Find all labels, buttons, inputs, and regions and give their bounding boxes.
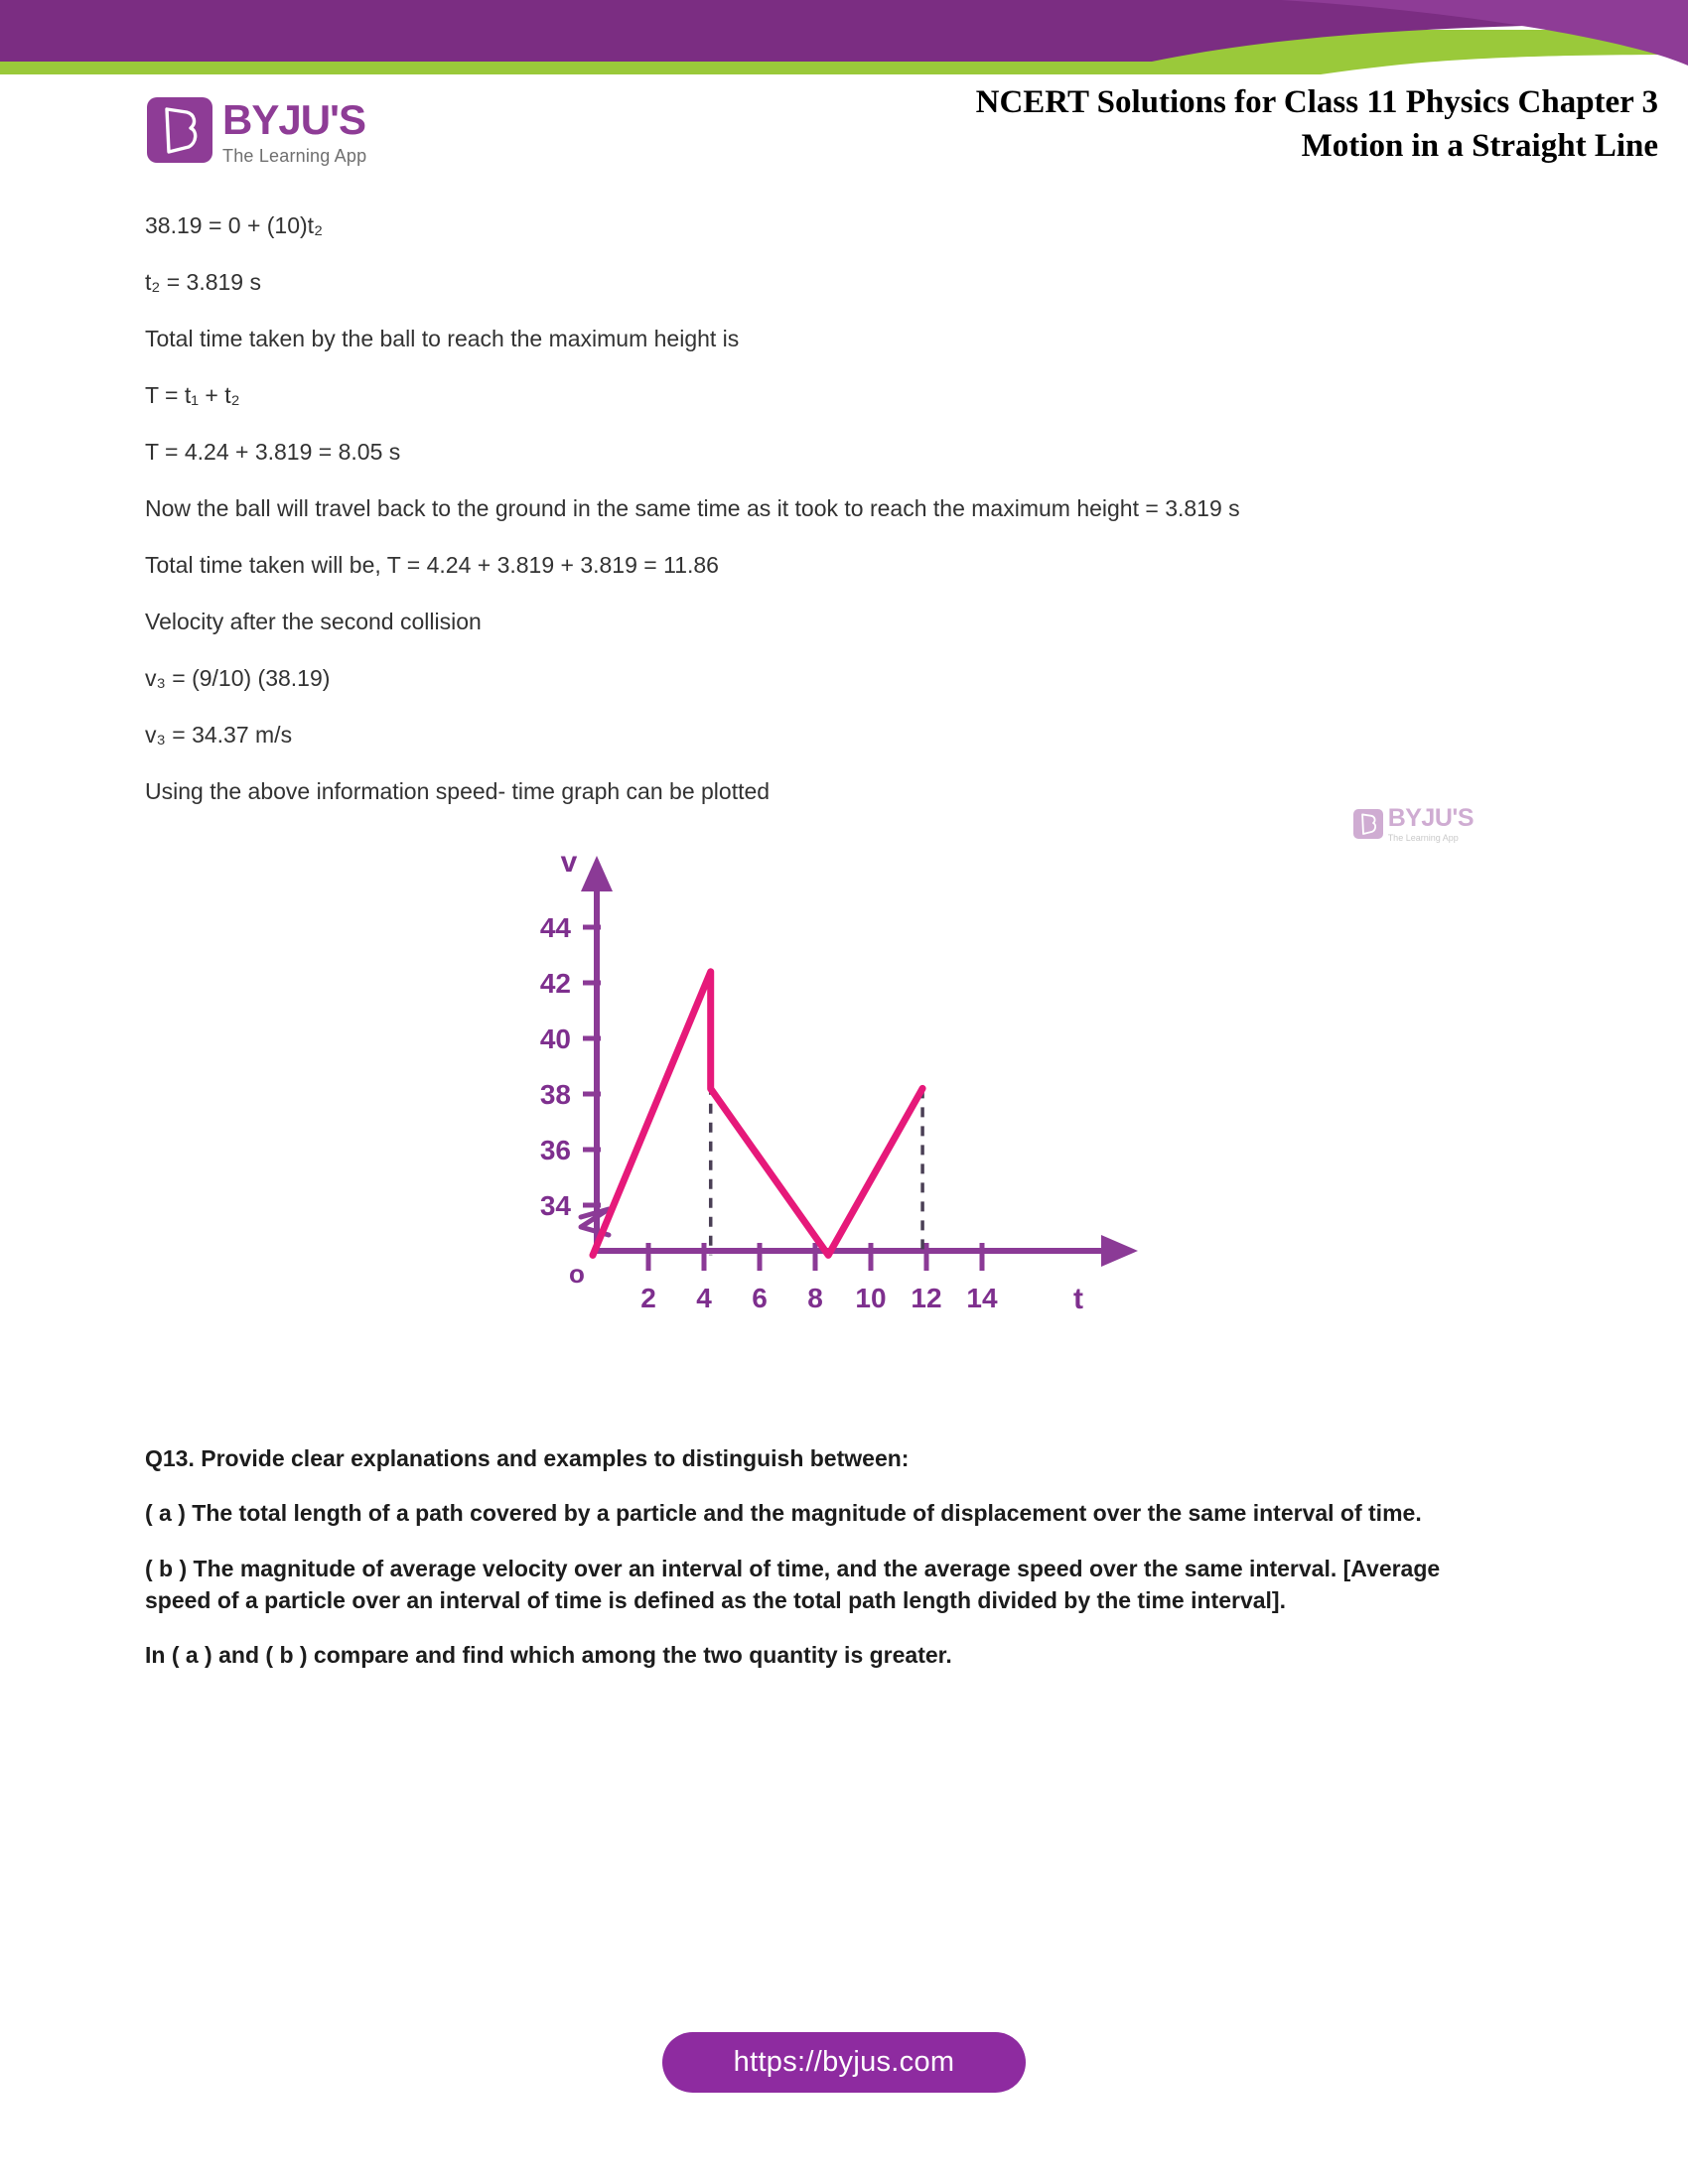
page-title-line-2: Motion in a Straight Line: [1301, 127, 1658, 164]
question-block: [145, 1443, 1505, 1673]
svg-text:2: 2: [640, 1282, 656, 1313]
svg-text:10: 10: [855, 1282, 887, 1313]
solution-line: Using the above information speed- time graph can be plotted: [145, 778, 771, 805]
question-prompt: Q13. Provide clear explanations and examples to distinguish between:: [145, 1444, 910, 1471]
solution-line: v₃ = (9/10) (38.19): [145, 665, 331, 692]
solution-line: Total time taken by the ball to reach the maximum height is: [145, 326, 740, 352]
y-axis-arrow-icon: [581, 856, 613, 891]
svg-text:38: 38: [539, 1078, 571, 1110]
speed-time-curve: [593, 971, 922, 1255]
dashed-reference-lines: [711, 971, 922, 1255]
svg-text:42: 42: [539, 967, 571, 999]
document-content: [145, 210, 1505, 1696]
svg-text:12: 12: [911, 1282, 942, 1313]
byjus-logo: [147, 97, 366, 165]
svg-text:6: 6: [752, 1282, 768, 1313]
svg-text:44: 44: [539, 911, 571, 943]
watermark-logo-mark-icon: [1353, 809, 1383, 839]
speed-time-graph: [145, 803, 1505, 1390]
x-axis-tick-labels: [640, 1283, 998, 1313]
solution-line: Total time taken will be, T = 4.24 + 3.819 + 3.819 = 11.86: [145, 552, 719, 579]
byjus-watermark: [1353, 803, 1474, 843]
chart-canvas: [497, 834, 1153, 1350]
byjus-url-button[interactable]: https://byjus.com: [662, 2032, 1027, 2093]
question-part-a: ( a ) The total length of a path covered by a particle and the magnitude of displacement over the same interval of time.: [145, 1500, 1422, 1527]
watermark-wordmark: BYJU'S: [1387, 803, 1474, 832]
x-axis-arrow-icon: [1101, 1235, 1138, 1267]
svg-text:40: 40: [539, 1023, 571, 1054]
solution-line: T = t₁ + t₂: [145, 382, 240, 409]
svg-text:4: 4: [696, 1282, 712, 1313]
header-green-band: [0, 30, 1688, 74]
byjus-logo-mark-icon: [147, 97, 212, 163]
y-axis-tick-labels: [540, 912, 572, 1221]
watermark-tagline: The Learning App: [1387, 832, 1459, 843]
x-axis-label: t: [1073, 1282, 1083, 1315]
y-axis-label: v: [560, 845, 578, 879]
svg-text:36: 36: [539, 1134, 571, 1165]
origin-label: o: [569, 1258, 585, 1289]
logo-tagline: The Learning App: [222, 146, 367, 166]
page-title-line-1: NCERT Solutions for Class 11 Physics Chapter 3: [975, 84, 1658, 120]
x-axis-ticks: [648, 1243, 982, 1271]
question-part-b: ( b ) The magnitude of average velocity over an interval of time, and the average speed over the same interval. [Average speed of a particle over an interval of time is defined as the total path length divided by the time interval].: [145, 1555, 1441, 1613]
solution-line: Velocity after the second collision: [145, 609, 482, 635]
logo-wordmark: BYJU'S: [222, 96, 366, 143]
header-purple-band: [0, 0, 1688, 62]
solution-line: v₃ = 34.37 m/s: [145, 722, 293, 749]
svg-text:34: 34: [539, 1189, 571, 1221]
page-title: [765, 81, 1658, 168]
solution-line: 38.19 = 0 + (10)t₂: [145, 212, 323, 238]
svg-text:14: 14: [966, 1282, 998, 1313]
header-purple-swoosh: [1281, 0, 1688, 66]
solution-line: Now the ball will travel back to the ground in the same time as it took to reach the maximum height = 3.819 s: [145, 495, 1240, 522]
solution-line: T = 4.24 + 3.819 = 8.05 s: [145, 439, 401, 466]
footer: [0, 2032, 1688, 2093]
svg-text:8: 8: [807, 1282, 823, 1313]
solution-line: t₂ = 3.819 s: [145, 269, 261, 296]
question-closing: In ( a ) and ( b ) compare and find which among the two quantity is greater.: [145, 1642, 952, 1669]
header-decoration-band: [0, 0, 1688, 74]
